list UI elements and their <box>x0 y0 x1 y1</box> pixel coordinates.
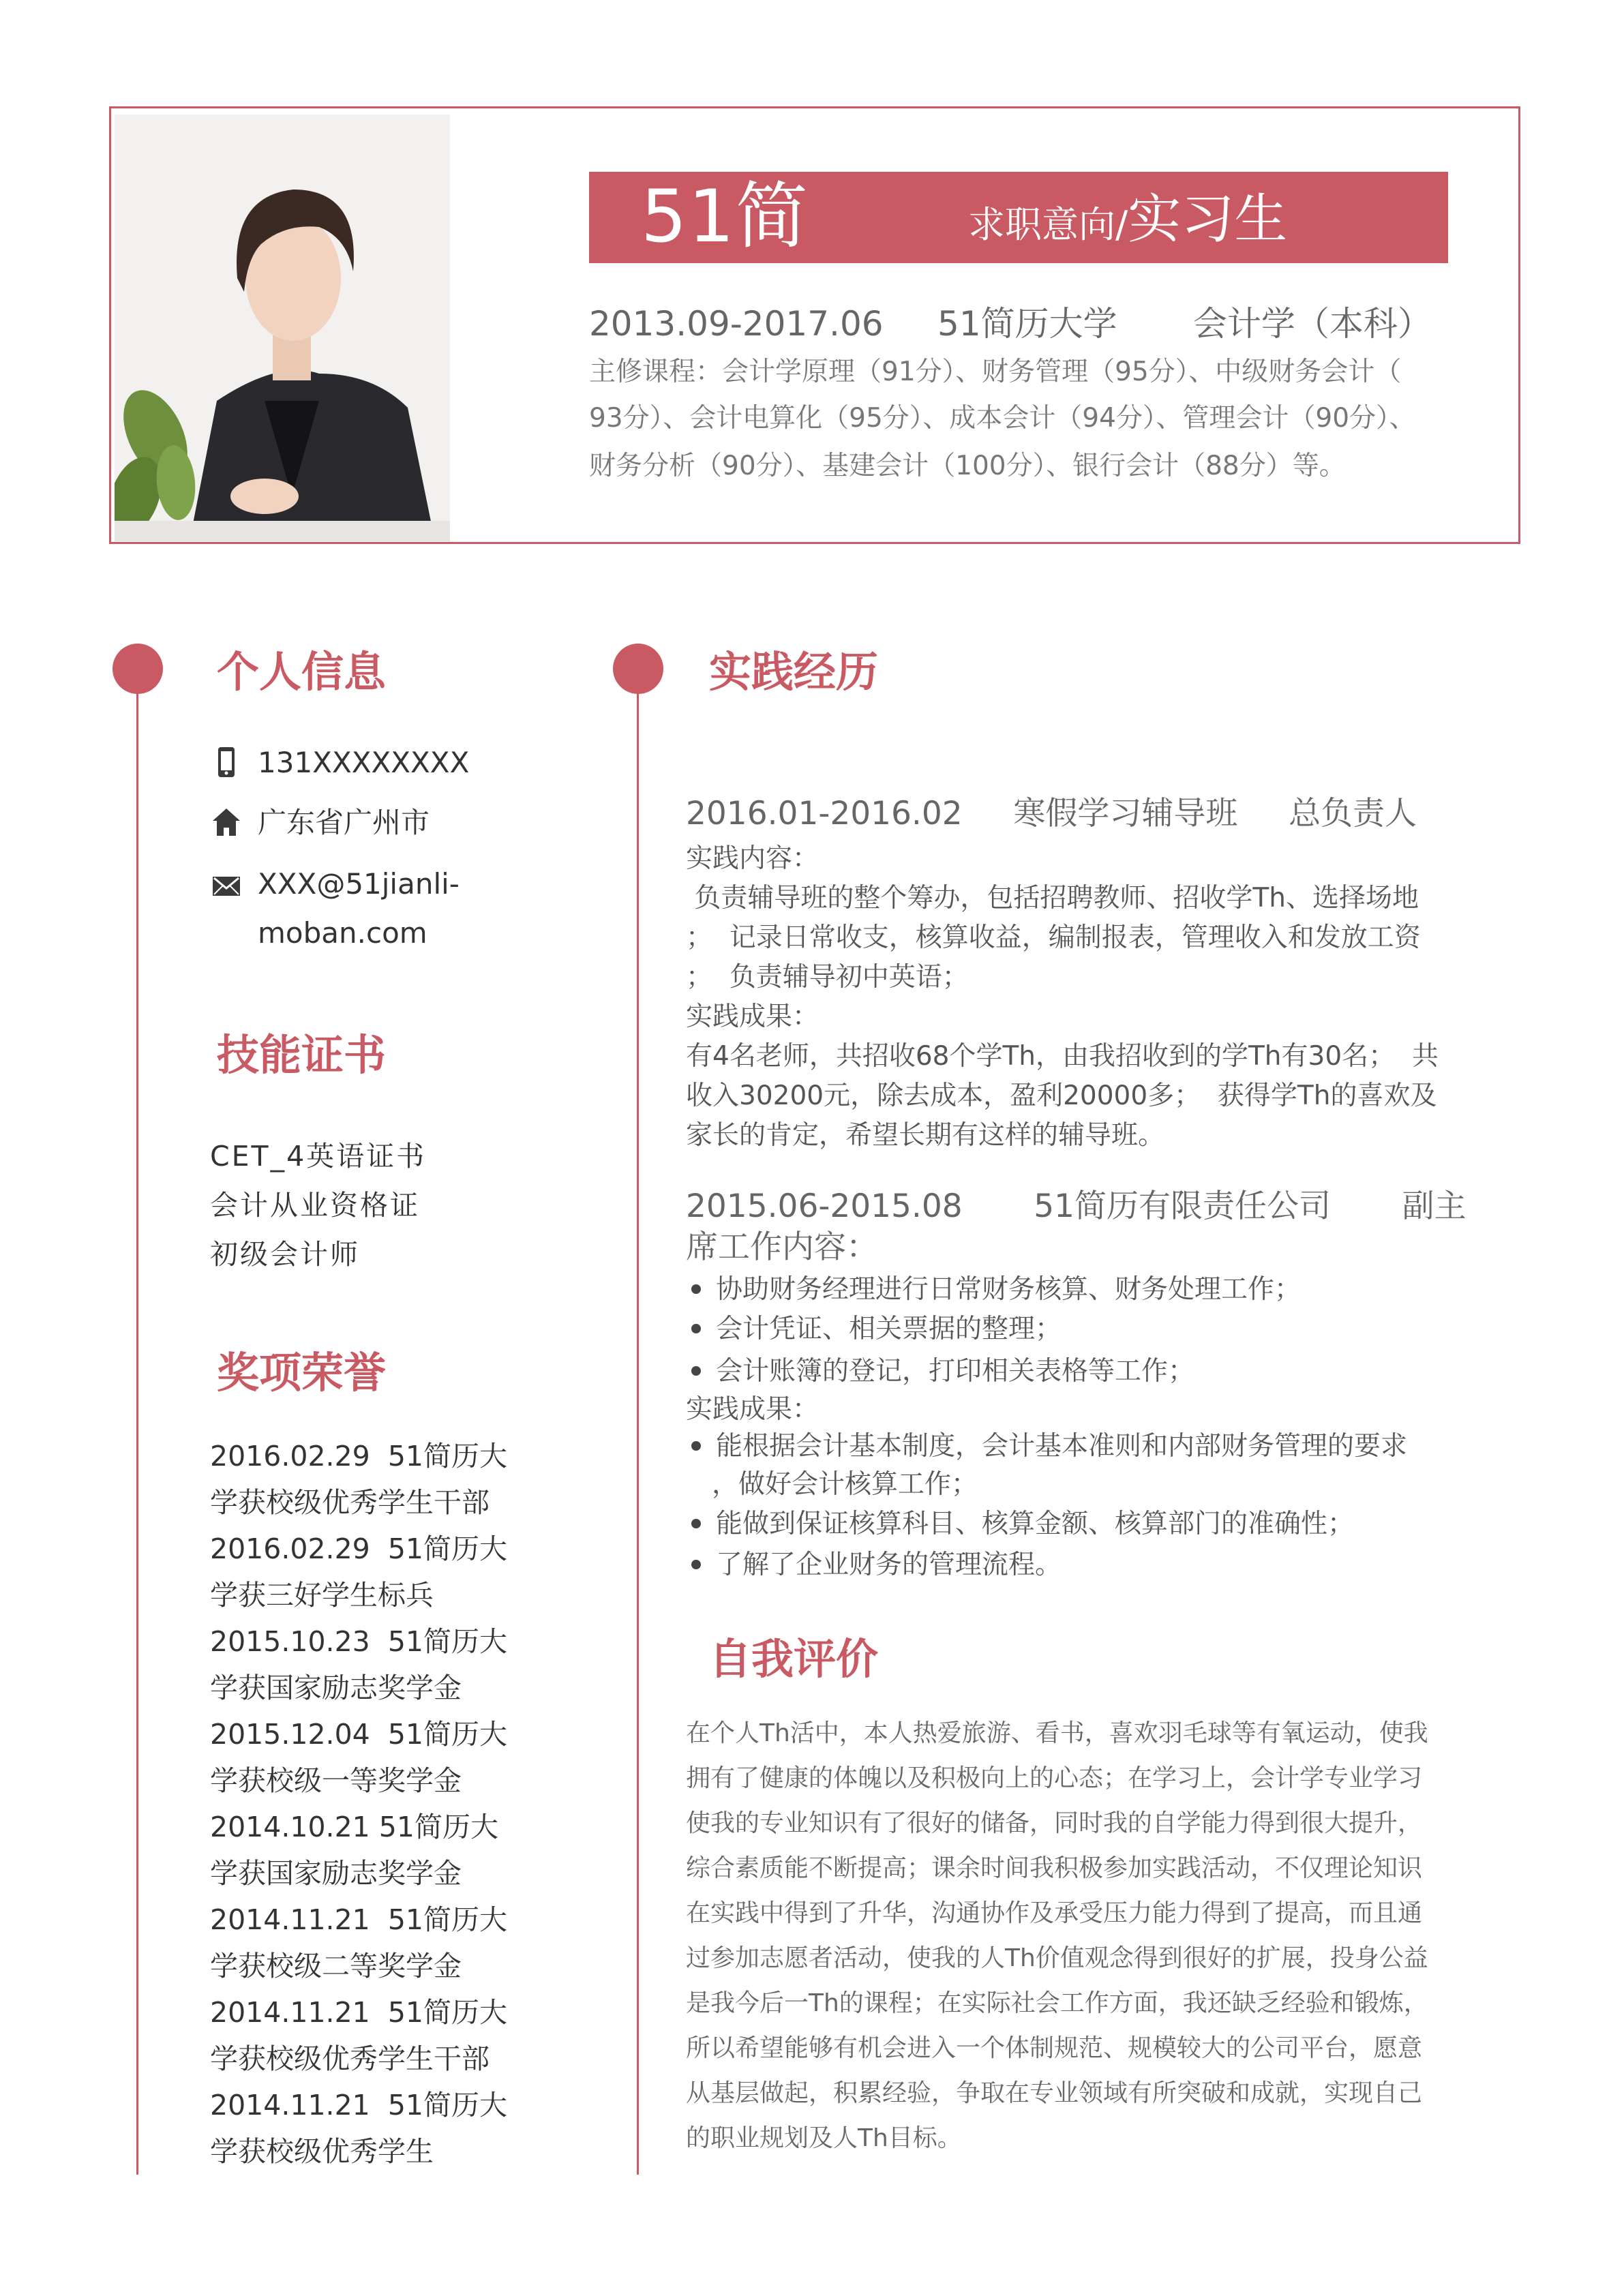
self-evaluation-line: 在实践中得到了升华，沟通协作及承受压力能力得到了提高，而且通 <box>686 1899 1423 1927</box>
personal-info-title: 个人信息 <box>217 647 387 697</box>
practice-title: 实践经历 <box>709 647 879 697</box>
experience-2-line: ，做好会计核算工作； <box>712 1469 978 1500</box>
profile-photo <box>115 115 450 541</box>
candidate-name: 51简 <box>641 175 809 258</box>
address: 广东省广州市 <box>258 806 430 839</box>
self-evaluation-line: 使我的专业知识有了很好的储备，同时我的自学能力得到很大提升， <box>686 1809 1423 1837</box>
award-line: 学获国家励志奖学金 <box>210 1672 462 1704</box>
experience-1-line: 实践内容： <box>686 843 819 874</box>
home-icon <box>210 806 243 839</box>
award-line: 2015.12.04 51简历大 <box>210 1718 507 1751</box>
left-timeline <box>136 682 138 2175</box>
award-line: 2014.10.21 51简历大 <box>210 1811 498 1843</box>
award-line: 学获校级一等奖学金 <box>210 1764 462 1797</box>
experience-1-line: 收入30200元，除去成本，盈利20000多； 获得学Th的喜欢及 <box>686 1081 1437 1111</box>
self-evaluation-title: 自我评价 <box>709 1634 879 1684</box>
self-evaluation-line: 在个人Th活中，本人热爱旅游、看书，喜欢羽毛球等有氧运动，使我 <box>686 1719 1428 1747</box>
experience-2-bullet: 协助财务经理进行日常财务核算、财务处理工作； <box>686 1271 1301 1309</box>
experience-1-line: 负责辅导班的整个筹办，包括招聘教师、招收学Th、选择场地 <box>686 883 1419 913</box>
experience-2-bullet: 能根据会计基本制度，会计基本准则和内部财务管理的要求 <box>686 1428 1407 1466</box>
experience-1-header: 2016.01-2016.02 寒假学习辅导班 总负责人 <box>686 795 1417 832</box>
award-line: 2015.10.23 51简历大 <box>210 1625 507 1658</box>
courses-line: 主修课程：会计学原理（91分）、财务管理（95分）、中级财务会计（ <box>589 357 1402 387</box>
award-line: 2014.11.21 51简历大 <box>210 1996 507 2029</box>
experience-2-header: 席工作内容： <box>686 1228 878 1266</box>
experience-2-bullet: 了解了企业财务的管理流程。 <box>686 1546 1062 1584</box>
award-line: 学获校级二等奖学金 <box>210 1950 462 1982</box>
self-evaluation-line: 所以希望能够有机会进入一个体制规范、规模较大的公司平台，愿意 <box>686 2034 1423 2062</box>
award-line: 学获校级优秀学生干部 <box>210 1486 490 1519</box>
bullet-icon <box>691 1560 701 1569</box>
skill-item: CET_4英语证书 <box>210 1140 427 1173</box>
bullet-icon <box>691 1441 701 1451</box>
experience-1-line: 有4名老师，共招收68个学Th，由我招收到的学Th有30名； 共 <box>686 1041 1439 1072</box>
right-timeline <box>637 682 639 2175</box>
skills-title: 技能证书 <box>217 1030 387 1080</box>
job-intention-label: 求职意向/ <box>968 203 1128 246</box>
skill-item: 会计从业资格证 <box>210 1189 420 1222</box>
experience-1-line: ； 负责辅导初中英语； <box>686 962 969 993</box>
email-line: moban.com <box>258 916 427 950</box>
job-intention-value: 实习生 <box>1128 189 1288 250</box>
bullet-icon <box>691 1284 701 1294</box>
self-evaluation-line: 综合素质能不断提高；课余时间我积极参加实践活动，不仅理论知识 <box>686 1854 1423 1882</box>
self-evaluation-line: 过参加志愿者活动，使我的人Th价值观念得到很好的扩展，投身公益 <box>686 1944 1428 1972</box>
experience-2-bullet: 能做到保证核算科目、核算金额、核算部门的准确性； <box>686 1505 1354 1543</box>
bullet-icon <box>691 1324 701 1333</box>
mail-icon <box>210 870 243 903</box>
award-line: 2016.02.29 51简历大 <box>210 1532 507 1565</box>
bullet-icon <box>691 1519 701 1528</box>
courses-line: 93分）、会计电算化（95分）、成本会计（94分）、管理会计（90分）、 <box>589 403 1416 434</box>
job-intention <box>968 191 1287 262</box>
phone-number: 131XXXXXXXX <box>258 746 470 779</box>
award-line: 2014.11.21 51简历大 <box>210 2089 507 2121</box>
phone-icon <box>210 746 243 779</box>
experience-2-bullet: 会计凭证、相关票据的整理； <box>686 1310 1062 1348</box>
courses-line: 财务分析（90分）、基建会计（100分）、银行会计（88分）等。 <box>589 451 1346 481</box>
self-evaluation-line: 拥有了健康的体魄以及积极向上的心态；在学习上，会计学专业学习 <box>686 1764 1423 1792</box>
experience-1-line: 实践成果： <box>686 1001 819 1032</box>
award-line: 学获三好学生标兵 <box>210 1579 434 1612</box>
experience-2-header: 2015.06-2015.08 51简历有限责任公司 副主 <box>686 1188 1467 1225</box>
awards-title: 奖项荣誉 <box>217 1348 387 1398</box>
section-dot <box>613 644 663 694</box>
section-dot <box>112 644 163 694</box>
email-line: XXX@51jianli- <box>258 867 460 901</box>
experience-1-line: ； 记录日常收支，核算收益，编制报表，管理收入和发放工资 <box>686 922 1421 953</box>
bullet-icon <box>691 1366 701 1376</box>
experience-2-bullet: 会计账簿的登记，打印相关表格等工作； <box>686 1353 1194 1391</box>
education-line: 2013.09-2017.06 51简历大学 会计学（本科） <box>589 304 1432 344</box>
self-evaluation-line: 从基层做起，积累经验，争取在专业领域有所突破和成就，实现自己 <box>686 2079 1423 2107</box>
self-evaluation-line: 是我今后一Th的课程；在实际社会工作方面，我还缺乏经验和锻炼， <box>686 1989 1428 2017</box>
experience-2-result-label: 实践成果： <box>686 1394 819 1425</box>
skill-item: 初级会计师 <box>210 1238 360 1271</box>
award-line: 学获校级优秀学生干部 <box>210 2042 490 2075</box>
award-line: 学获校级优秀学生 <box>210 2135 434 2168</box>
award-line: 学获国家励志奖学金 <box>210 1857 462 1890</box>
self-evaluation-line: 的职业规划及人Th目标。 <box>686 2124 962 2152</box>
award-line: 2014.11.21 51简历大 <box>210 1903 507 1936</box>
award-line: 2016.02.29 51简历大 <box>210 1440 507 1472</box>
experience-1-line: 家长的肯定，希望长期有这样的辅导班。 <box>686 1120 1165 1151</box>
